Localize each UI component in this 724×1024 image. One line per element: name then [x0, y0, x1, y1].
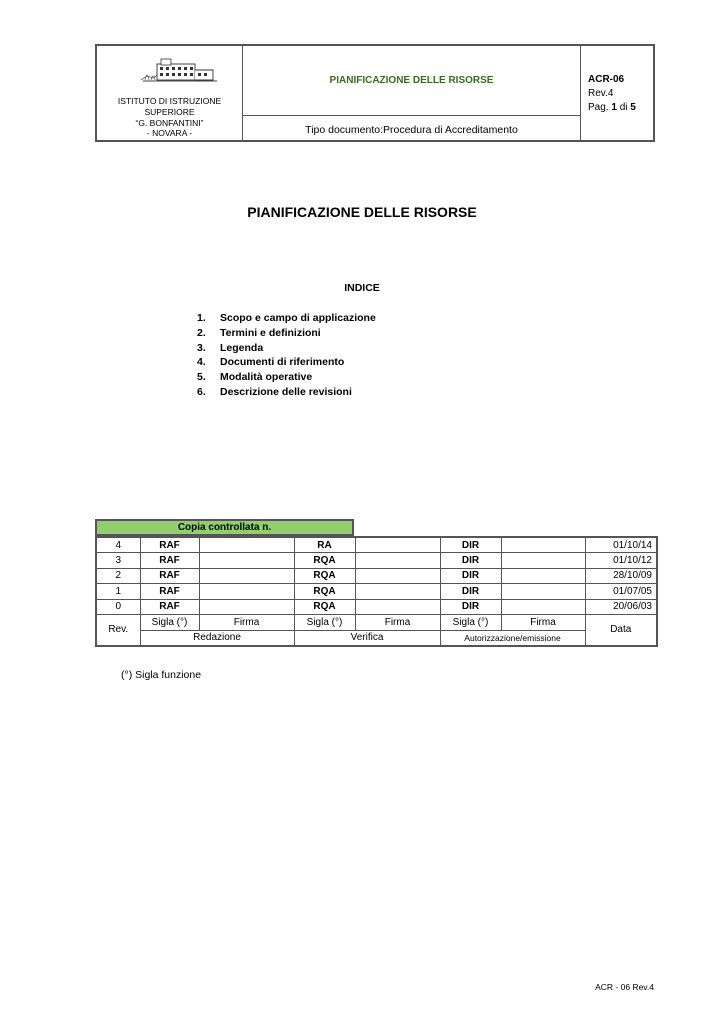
table-cell: DIR — [440, 537, 501, 553]
table-cell — [199, 599, 294, 615]
table-cell — [199, 553, 294, 569]
table-cell: RQA — [294, 553, 355, 569]
table-cell: RQA — [294, 599, 355, 615]
table-cell: DIR — [440, 568, 501, 584]
table-cell — [501, 599, 585, 615]
table-row — [96, 553, 657, 569]
toc-item: 2. Termini e definizioni — [197, 326, 321, 339]
table-cell — [199, 568, 294, 584]
document-header — [95, 44, 655, 142]
table-cell: Sigla (°) — [140, 615, 199, 631]
group-verifica: Verifica — [294, 630, 440, 646]
table-of-contents — [197, 311, 376, 400]
institute-name: ISTITUTO DI ISTRUZIONE SUPERIORE “G. BONFANTINI” - NOVARA - — [117, 96, 222, 139]
index-title: INDICE — [344, 282, 380, 294]
table-cell: DIR — [440, 599, 501, 615]
table-cell — [355, 599, 440, 615]
table-cell — [501, 553, 585, 569]
table-cell — [199, 537, 294, 553]
table-cell: DIR — [440, 584, 501, 600]
group-redazione: Redazione — [140, 630, 294, 646]
title-cell — [243, 46, 581, 140]
table-cell: 01/10/12 — [585, 553, 657, 569]
header-doc-title: PIANIFICAZIONE DELLE RISORSE — [329, 75, 494, 86]
page-indicator: Pag. 1 di 5 — [588, 102, 636, 113]
toc-item: 5. Modalità operative — [197, 371, 313, 384]
table-cell: 0 — [96, 599, 140, 615]
code-cell — [581, 46, 653, 140]
table-cell: RQA — [294, 584, 355, 600]
page-footer: ACR - 06 Rev.4 — [595, 982, 654, 992]
sigla-note: (°) Sigla funzione — [121, 669, 202, 681]
table-cell: 01/07/05 — [585, 584, 657, 600]
table-cell: 4 — [96, 537, 140, 553]
table-group-row — [96, 630, 657, 646]
group-autorizzazione: Autorizzazione/emissione — [440, 630, 585, 646]
table-row — [96, 568, 657, 584]
table-cell — [355, 537, 440, 553]
table-cell: RAF — [140, 553, 199, 569]
controlled-copy-label: Copia controllata n. — [95, 519, 354, 536]
table-cell: RQA — [294, 568, 355, 584]
table-cell: RAF — [140, 568, 199, 584]
table-cell: 28/10/09 — [585, 568, 657, 584]
table-cell: RA — [294, 537, 355, 553]
table-cell: RAF — [140, 599, 199, 615]
table-cell — [355, 568, 440, 584]
page-title: PIANIFICAZIONE DELLE RISORSE — [247, 204, 477, 220]
table-cell — [501, 537, 585, 553]
toc-item: 1. Scopo e campo di applicazione — [197, 312, 376, 324]
col-rev: Rev. — [96, 615, 140, 646]
table-row — [96, 584, 657, 600]
toc-item: 6. Descrizione delle revisioni — [197, 385, 352, 398]
table-cell: 1 — [96, 584, 140, 600]
doc-code: ACR-06 — [588, 74, 625, 85]
table-cell: 3 — [96, 553, 140, 569]
table-cell: Sigla (°) — [440, 615, 501, 631]
table-cell: Sigla (°) — [294, 615, 355, 631]
table-cell: Firma — [501, 615, 585, 631]
toc-item: 3. Legenda — [197, 341, 264, 354]
table-cell: DIR — [440, 553, 501, 569]
toc-item: 4. Documenti di riferimento — [197, 356, 345, 369]
table-header-row — [96, 615, 657, 631]
table-cell: RAF — [140, 537, 199, 553]
table-cell: Firma — [355, 615, 440, 631]
table-cell: 01/10/14 — [585, 537, 657, 553]
table-row — [96, 537, 657, 553]
institute-cell — [97, 46, 243, 140]
table-row — [96, 599, 657, 615]
table-cell — [355, 553, 440, 569]
table-cell — [199, 584, 294, 600]
table-cell: Firma — [199, 615, 294, 631]
table-cell: 20/06/03 — [585, 599, 657, 615]
revision-table — [95, 536, 658, 647]
header-doc-type: Tipo documento:Procedura di Accreditamento — [305, 124, 518, 136]
table-cell — [501, 584, 585, 600]
table-cell: 2 — [96, 568, 140, 584]
col-data: Data — [585, 615, 657, 646]
table-cell — [355, 584, 440, 600]
table-cell — [501, 568, 585, 584]
table-cell: RAF — [140, 584, 199, 600]
doc-rev: Rev.4 — [588, 88, 614, 99]
school-building-icon — [139, 56, 219, 84]
